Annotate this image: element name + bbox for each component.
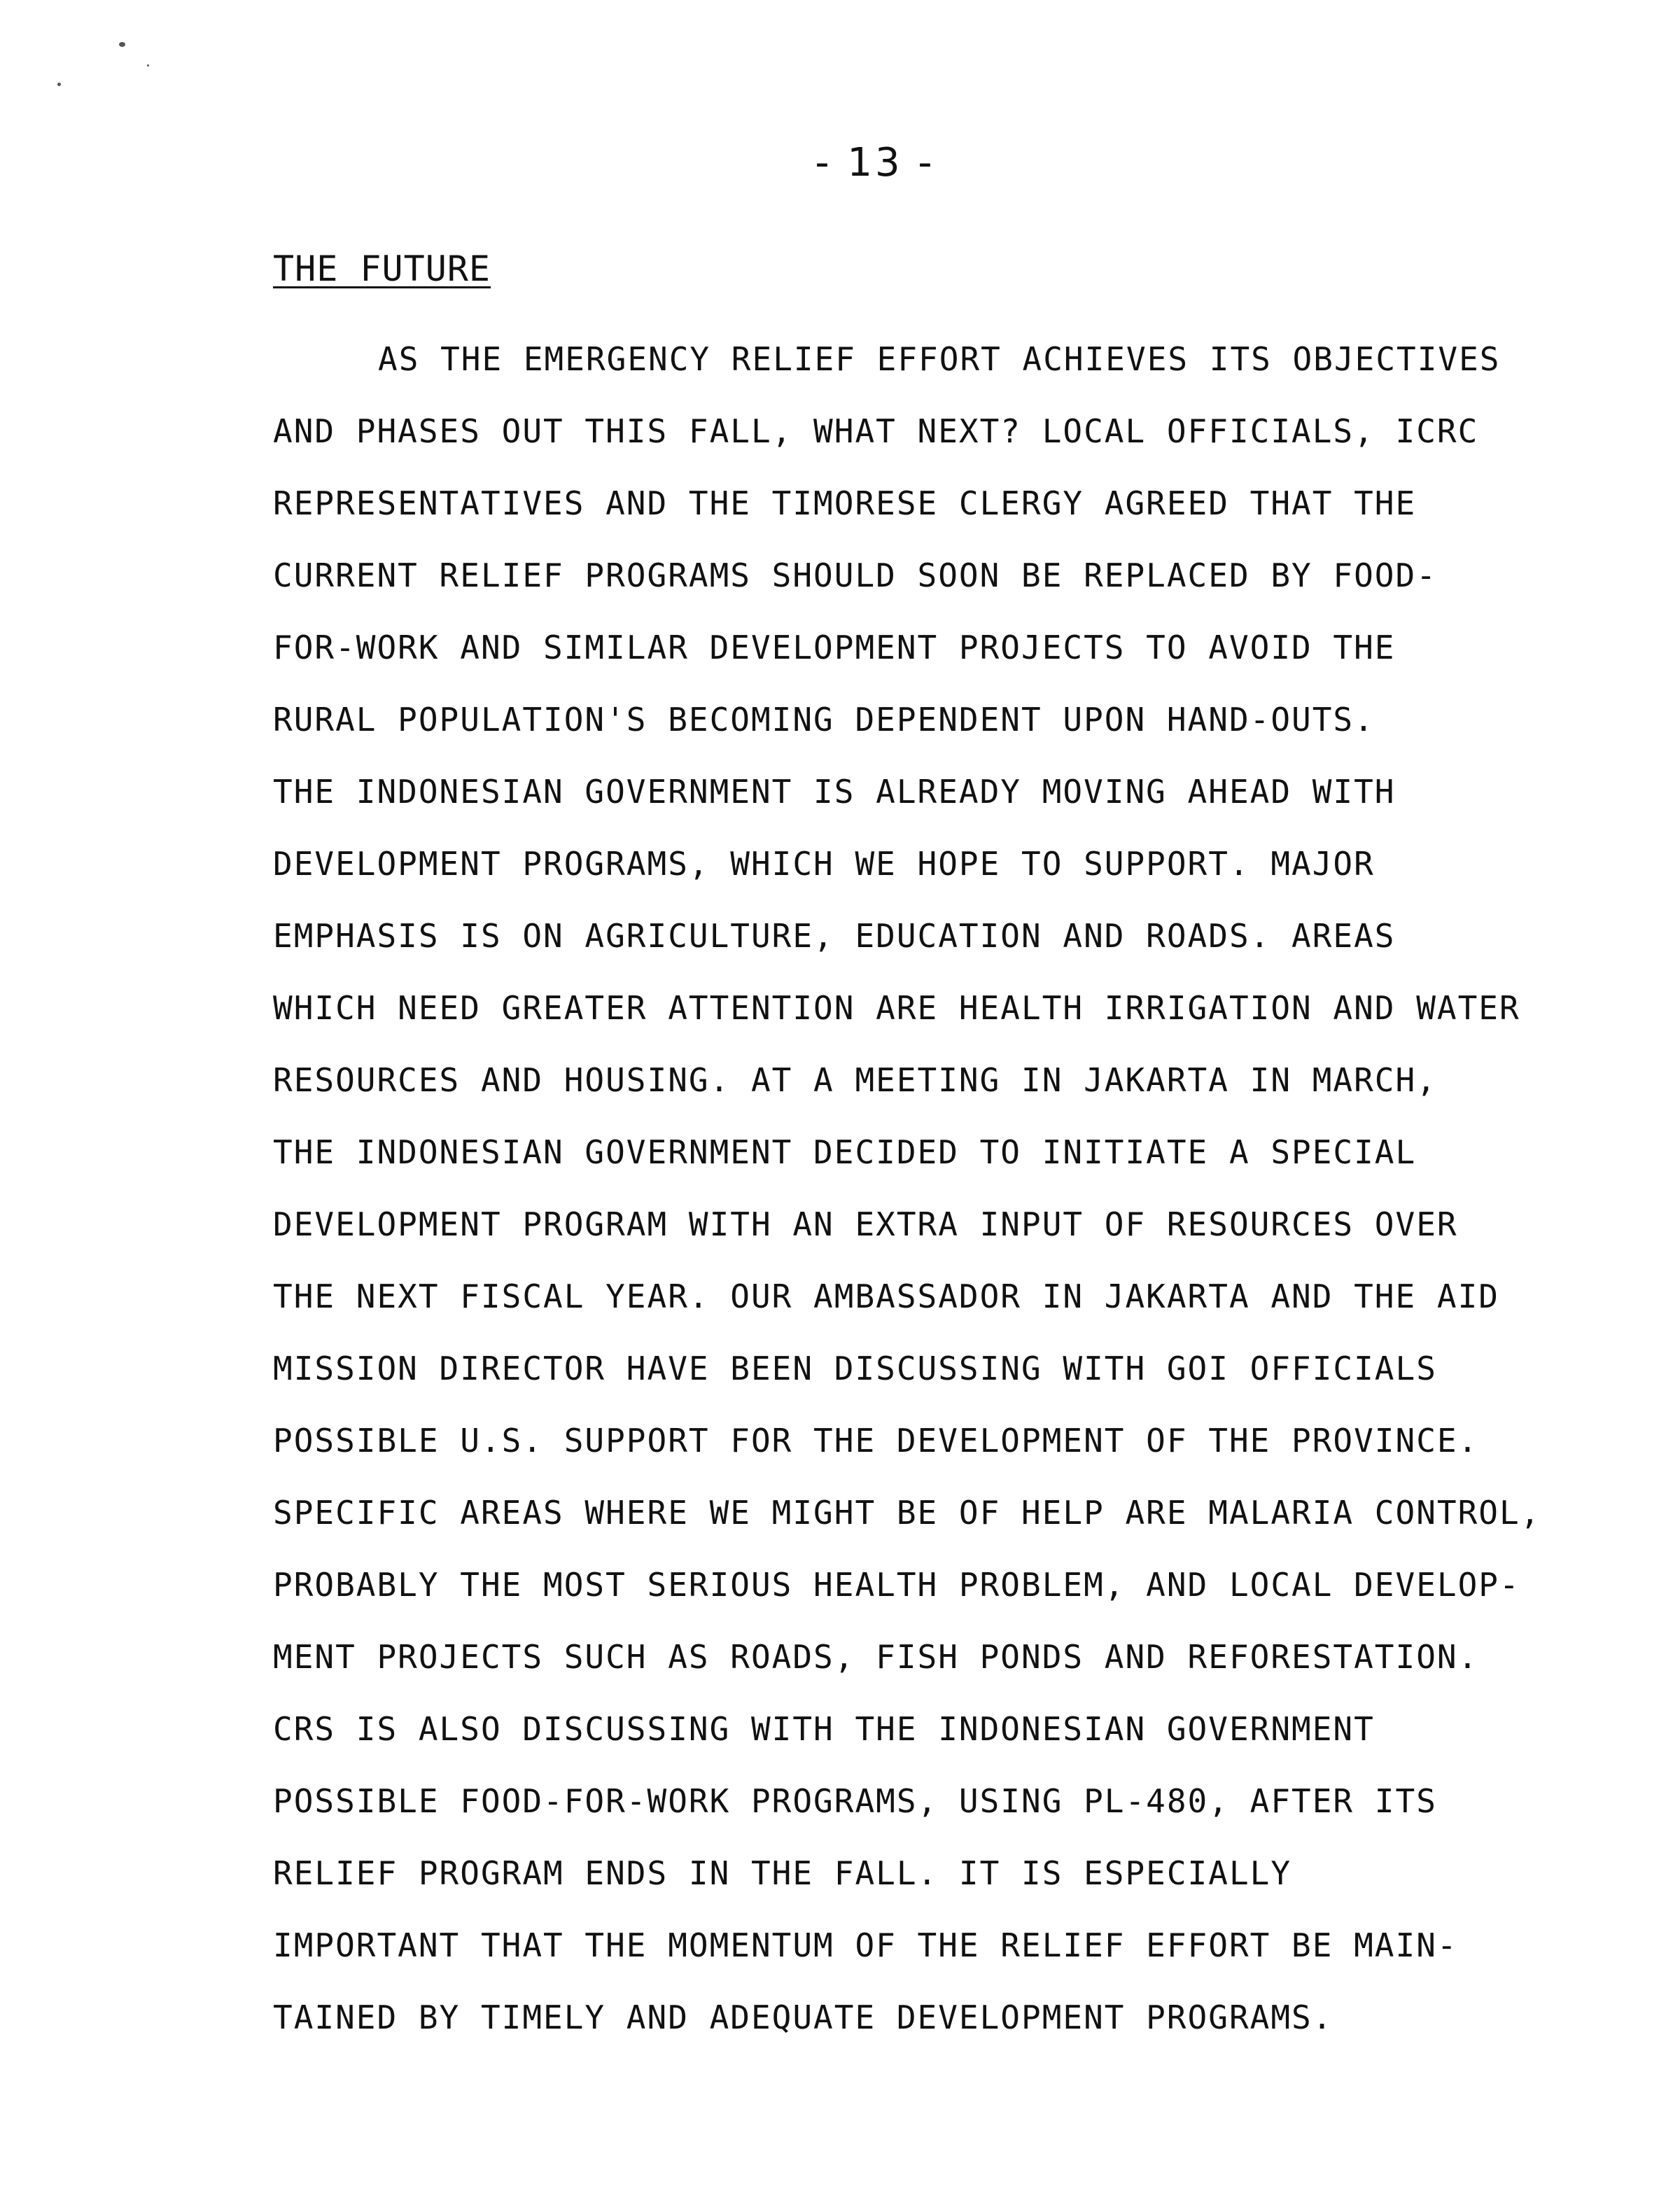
body-line: WHICH NEED GREATER ATTENTION ARE HEALTH IRRIGATION AND WATER [273,989,1520,1027]
body-line: REPRESENTATIVES AND THE TIMORESE CLERGY AGREED THAT THE [273,484,1417,522]
body-line: DEVELOPMENT PROGRAM WITH AN EXTRA INPUT OF RESOURCES OVER [273,1205,1458,1243]
body-line: RURAL POPULATION'S BECOMING DEPENDENT UPON HAND-OUTS. [273,701,1375,738]
scan-speck [147,64,149,66]
body-line: PROBABLY THE MOST SERIOUS HEALTH PROBLEM, AND LOCAL DEVELOP- [273,1566,1520,1604]
body-line: DEVELOPMENT PROGRAMS, WHICH WE HOPE TO SUPPORT. MAJOR [273,845,1375,883]
section-heading: THE FUTURE [273,248,491,289]
body-line: RESOURCES AND HOUSING. AT A MEETING IN JAKARTA IN MARCH, [273,1061,1437,1099]
body-line: IMPORTANT THAT THE MOMENTUM OF THE RELIEF EFFORT BE MAIN- [273,1926,1458,1964]
body-line: FOR-WORK AND SIMILAR DEVELOPMENT PROJECTS TO AVOID THE [273,629,1396,666]
page-number: - 13 - [815,140,935,186]
body-line: EMPHASIS IS ON AGRICULTURE, EDUCATION AND ROADS. AREAS [273,917,1396,955]
scan-speck [57,83,61,86]
body-line: TAINED BY TIMELY AND ADEQUATE DEVELOPMENT PROGRAMS. [273,1998,1334,2036]
body-line: CURRENT RELIEF PROGRAMS SHOULD SOON BE REPLACED BY FOOD- [273,556,1437,594]
body-line: MISSION DIRECTOR HAVE BEEN DISCUSSING WITH GOI OFFICIALS [273,1350,1437,1387]
body-line: THE INDONESIAN GOVERNMENT DECIDED TO INITIATE A SPECIAL [273,1133,1417,1171]
body-line: RELIEF PROGRAM ENDS IN THE FALL. IT IS ESPECIALLY [273,1854,1292,1892]
body-line: SPECIFIC AREAS WHERE WE MIGHT BE OF HELP ARE MALARIA CONTROL, [273,1494,1541,1532]
body-line: THE INDONESIAN GOVERNMENT IS ALREADY MOVING AHEAD WITH [273,773,1396,811]
body-line: THE NEXT FISCAL YEAR. OUR AMBASSADOR IN JAKARTA AND THE AID [273,1278,1499,1315]
body-line: AS THE EMERGENCY RELIEF EFFORT ACHIEVES ITS OBJECTIVES [378,340,1501,378]
body-line: CRS IS ALSO DISCUSSING WITH THE INDONESIAN GOVERNMENT [273,1710,1375,1748]
body-line: POSSIBLE U.S. SUPPORT FOR THE DEVELOPMENT OF THE PROVINCE. [273,1422,1479,1460]
body-paragraph [273,323,1617,2054]
scan-speck [119,42,125,47]
body-line: AND PHASES OUT THIS FALL, WHAT NEXT? LOCAL OFFICIALS, ICRC [273,412,1479,450]
body-line: POSSIBLE FOOD-FOR-WORK PROGRAMS, USING PL-480, AFTER ITS [273,1782,1437,1820]
body-line: MENT PROJECTS SUCH AS ROADS, FISH PONDS AND REFORESTATION. [273,1638,1479,1676]
